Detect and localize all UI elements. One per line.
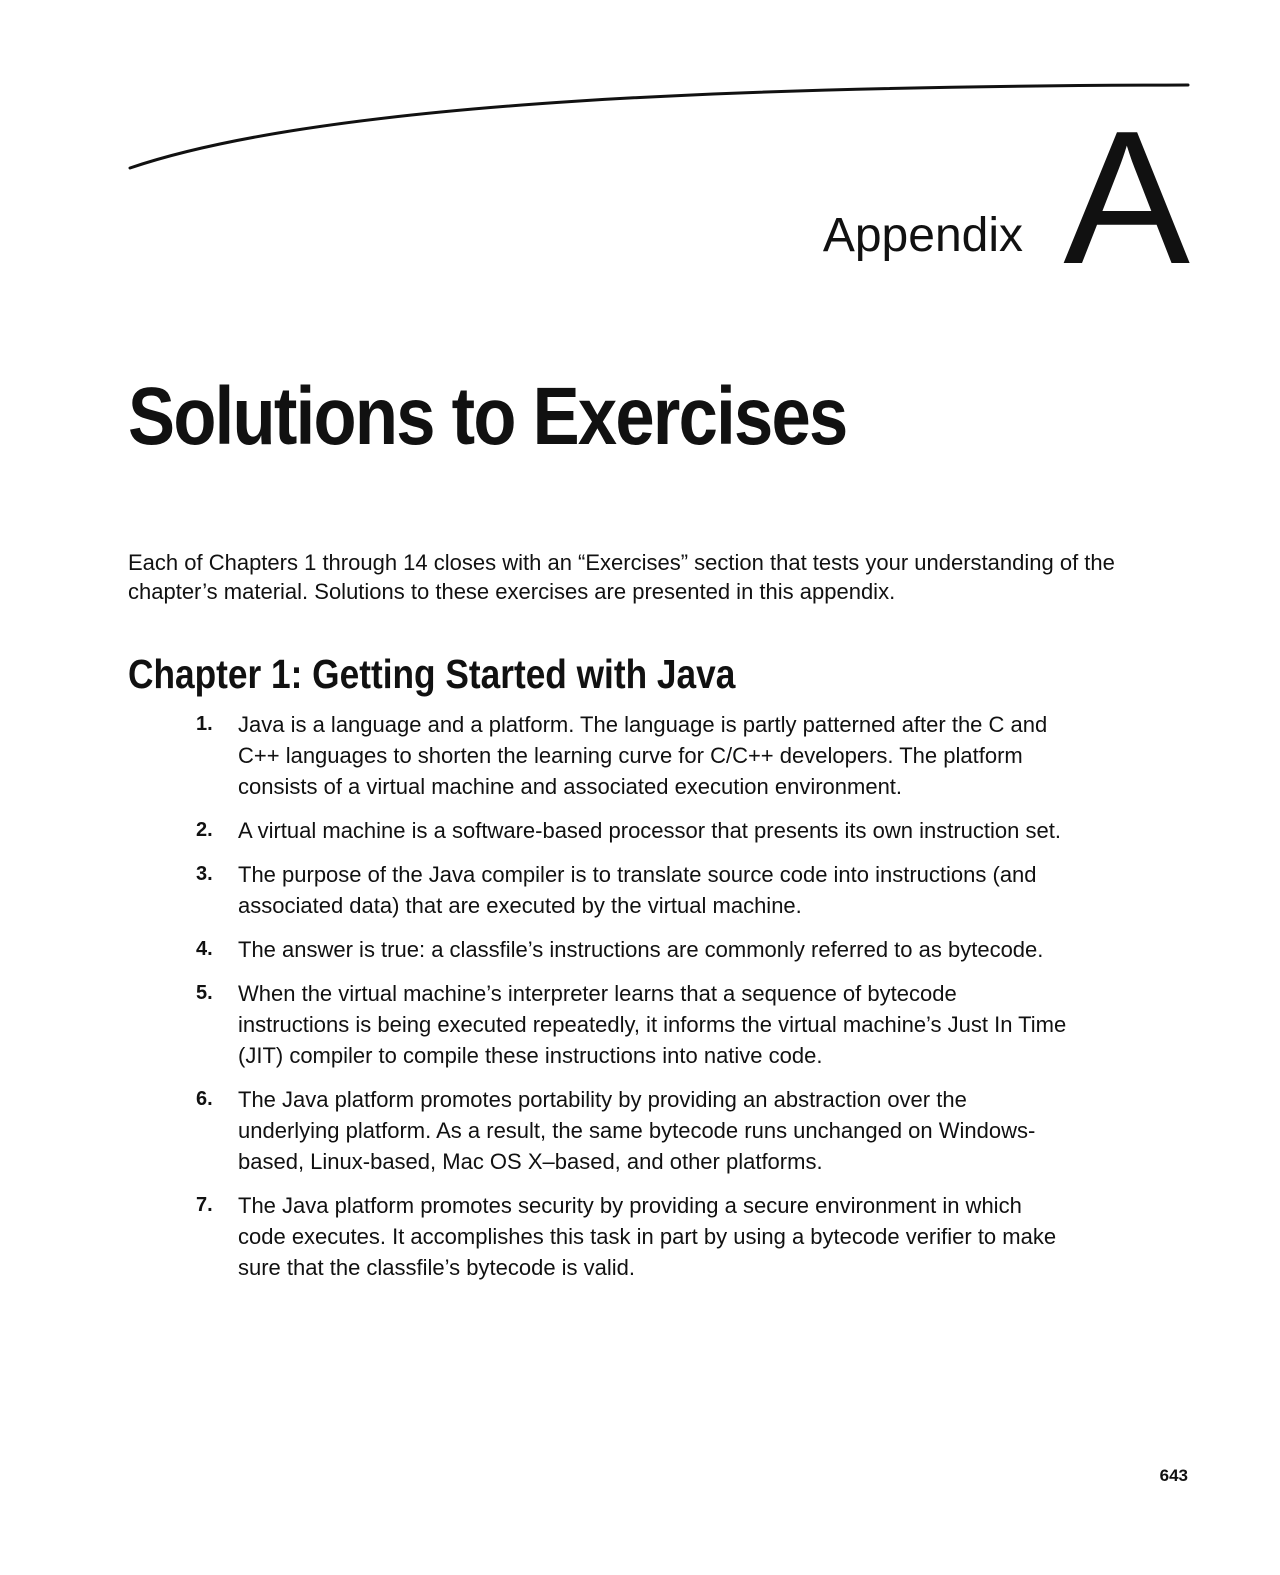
answer-text: The Java platform promotes security by providing a secure environment in which code executes. It accomplishes this task in part by using a bytecode verifier to make sure that the classfile’s bytecode is valid.	[238, 1193, 1057, 1280]
answer-item	[0, 978, 1068, 1071]
answer-number: 2.	[196, 819, 213, 841]
answer-number: 5.	[196, 982, 213, 1004]
answer-text: The purpose of the Java compiler is to translate source code into instructions (and associated data) that are executed by the virtual machine.	[238, 862, 1037, 918]
answer-item	[0, 709, 1068, 802]
answer-number: 6.	[196, 1088, 213, 1110]
answer-item	[0, 859, 1068, 921]
appendix-letter: A	[1063, 92, 1190, 304]
answer-text: The Java platform promotes portability by providing an abstraction over the underlying platform. As a result, the same bytecode runs unchanged on Windows-based, Linux-based, Mac OS X–based, and other platforms.	[238, 1087, 1036, 1174]
answer-text: Java is a language and a platform. The language is partly patterned after the C and C++ languages to shorten the learning curve for C/C++ developers. The platform consists of a virtual machine and associated execution environment.	[238, 712, 1048, 799]
answer-item	[0, 1084, 1068, 1177]
answer-text: The answer is true: a classfile’s instructions are commonly referred to as bytecode.	[238, 937, 1044, 962]
chapter-heading: Chapter 1: Getting Started with Java	[128, 651, 736, 697]
answer-number: 3.	[196, 863, 213, 885]
answer-number: 4.	[196, 938, 213, 960]
answers-list	[0, 709, 1280, 1296]
answer-number: 1.	[196, 713, 213, 735]
intro-paragraph: Each of Chapters 1 through 14 closes with an “Exercises” section that tests your understanding of the chapter’s material. Solutions to these exercises are presented in this appendix.	[128, 550, 1115, 604]
appendix-label: Appendix	[822, 209, 1023, 262]
answer-item	[0, 934, 1068, 965]
answer-text: When the virtual machine’s interpreter learns that a sequence of bytecode instructions is being executed repeatedly, it informs the virtual machine’s Just In Time (JIT) compiler to compile these instructions into native code.	[238, 981, 1067, 1068]
page-title: Solutions to Exercises	[128, 371, 847, 462]
page-number: 643	[1159, 1466, 1188, 1485]
answer-item	[0, 815, 1068, 846]
answer-number: 7.	[196, 1194, 213, 1216]
answer-item	[0, 1190, 1068, 1283]
answer-text: A virtual machine is a software-based processor that presents its own instruction set.	[238, 818, 1061, 843]
